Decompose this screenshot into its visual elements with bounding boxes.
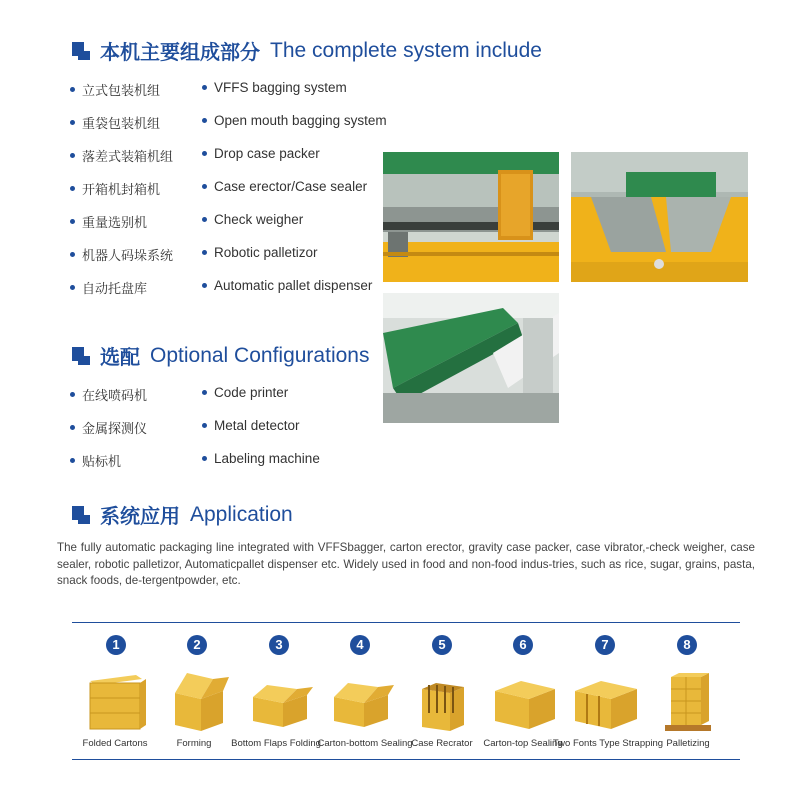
- step-number: 2: [187, 635, 207, 655]
- bullet-icon: [70, 425, 75, 430]
- section-title-optional: [72, 341, 369, 370]
- list-item-cn: 贴标机: [70, 451, 121, 470]
- bullet-icon: [202, 456, 207, 461]
- process-step: [644, 635, 730, 738]
- bullet-icon: [202, 423, 207, 428]
- strapping-icon: [565, 663, 645, 733]
- list-item-cn: 重袋包装机组: [70, 113, 160, 132]
- bullet-icon: [70, 153, 75, 158]
- bullet-icon: [70, 219, 75, 224]
- divider-top: [72, 622, 740, 623]
- list-item-cn: 立式包装机组: [70, 80, 160, 99]
- bullet-icon: [202, 85, 207, 90]
- step-label: Bottom Flaps Folding: [231, 738, 321, 749]
- section-marker-icon: [72, 42, 90, 60]
- bullet-icon: [202, 250, 207, 255]
- section-marker-icon: [72, 347, 90, 365]
- machine-photo-drop-packer: [571, 152, 748, 282]
- step-label: Carton-bottom Sealing: [317, 738, 413, 749]
- application-description: The fully automatic packaging line integrated with VFFSbagger, carton erector, gravity case packer, case vibrator,-check weigher, case sealer, robotic palletizor, Automaticpallet dispenser etc. Widely used in food and non-food indus-tries, such as rice, sugar, grains, pasta, snack foods, de-tergentpowder, etc.: [57, 541, 755, 587]
- list-item-en: Check weigher: [202, 212, 303, 227]
- section-title-en: Optional Configurations: [150, 343, 370, 367]
- process-step: [480, 635, 566, 738]
- carton-top-sealing-icon: [483, 663, 563, 733]
- step-number: 6: [513, 635, 533, 655]
- machine-photo-conveyor-pusher: [383, 152, 559, 282]
- section-title-en: Application: [190, 502, 293, 526]
- bullet-icon: [202, 184, 207, 189]
- bullet-icon: [202, 118, 207, 123]
- list-item-en: VFFS bagging system: [202, 80, 347, 95]
- list-item-cn: 重量选别机: [70, 212, 147, 231]
- list-item-en: Automatic pallet dispenser: [202, 278, 372, 293]
- section-title-application: [72, 500, 293, 529]
- step-number: 5: [432, 635, 452, 655]
- bottom-flaps-folding-icon: [239, 663, 319, 733]
- list-item-en: Case erector/Case sealer: [202, 179, 367, 194]
- list-item-en: Labeling machine: [202, 451, 320, 466]
- folded-cartons-icon: [76, 663, 156, 733]
- bullet-icon: [70, 252, 75, 257]
- forming-box-icon: [157, 663, 237, 733]
- section-marker-icon: [72, 506, 90, 524]
- step-label: Carton-top Sealing: [483, 738, 563, 749]
- step-label: Two Fonts Type Strapping: [552, 738, 664, 749]
- bullet-icon: [202, 217, 207, 222]
- list-item-en: Drop case packer: [202, 146, 320, 161]
- step-label: Palletizing: [666, 738, 710, 749]
- bullet-icon: [70, 392, 75, 397]
- bullet-icon: [202, 151, 207, 156]
- list-item-en: Metal detector: [202, 418, 300, 433]
- section-title-en: The complete system include: [270, 38, 542, 62]
- bullet-icon: [70, 285, 75, 290]
- case-recrator-icon: [402, 663, 482, 733]
- bullet-icon: [70, 458, 75, 463]
- pallet-stack-icon: [647, 663, 727, 733]
- process-step: [399, 635, 485, 738]
- step-number: 7: [595, 635, 615, 655]
- list-item-cn: 落差式装箱机组: [70, 146, 173, 165]
- section-title-cn: 系统应用: [100, 504, 180, 528]
- list-item-en: Open mouth bagging system: [202, 113, 387, 128]
- list-item-cn: 机器人码垛系统: [70, 245, 173, 264]
- section-title-complete-system: [72, 36, 542, 65]
- step-label: Case Recrator: [411, 738, 473, 749]
- list-item-cn: 自动托盘库: [70, 278, 147, 297]
- bullet-icon: [70, 87, 75, 92]
- section-title-cn: 本机主要组成部分: [100, 40, 260, 64]
- step-label: Forming: [176, 738, 212, 749]
- step-number: 1: [106, 635, 126, 655]
- bullet-icon: [70, 120, 75, 125]
- bullet-icon: [70, 186, 75, 191]
- process-step: [317, 635, 403, 738]
- section-title-cn: 选配: [100, 345, 140, 369]
- divider-bottom: [72, 759, 740, 760]
- list-item-cn: 在线喷码机: [70, 385, 147, 404]
- step-label: Folded Cartons: [82, 738, 148, 749]
- process-step: [154, 635, 240, 738]
- process-step: [73, 635, 159, 738]
- step-number: 3: [269, 635, 289, 655]
- process-step: [236, 635, 322, 738]
- list-item-cn: 开箱机封箱机: [70, 179, 160, 198]
- step-number: 4: [350, 635, 370, 655]
- carton-bottom-sealing-icon: [320, 663, 400, 733]
- machine-photo-green-conveyor: [383, 293, 559, 423]
- list-item-en: Code printer: [202, 385, 288, 400]
- process-step: [562, 635, 648, 738]
- step-number: 8: [677, 635, 697, 655]
- bullet-icon: [202, 390, 207, 395]
- list-item-cn: 金属探测仪: [70, 418, 147, 437]
- list-item-en: Robotic palletizor: [202, 245, 318, 260]
- bullet-icon: [202, 283, 207, 288]
